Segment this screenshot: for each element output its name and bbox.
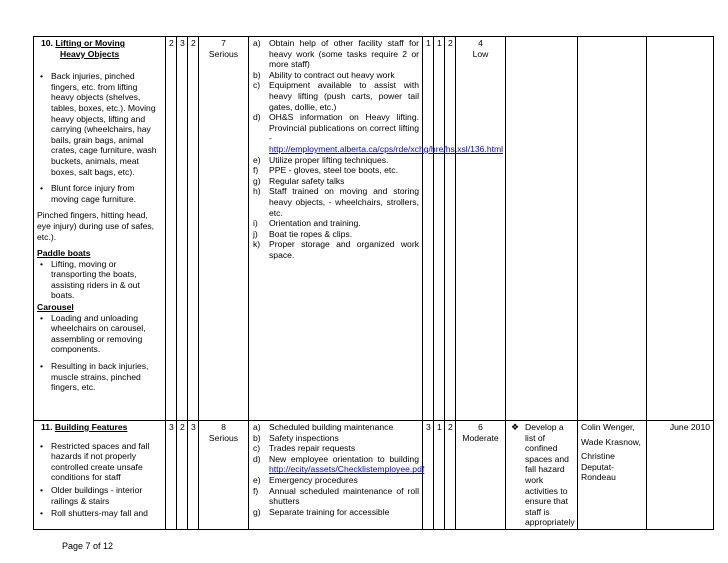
list-item: • Loading and unloading wheelchairs on carousel, assembling or removing components. — [51, 313, 162, 355]
severity-cell: 2 — [166, 37, 177, 421]
risk-score: 8 — [221, 422, 226, 432]
date-cell — [647, 37, 714, 421]
hazard-paragraph: Pinched fingers, hitting head, eye injury) during use of safes, etc.). — [37, 210, 155, 242]
list-item: e) Utilize proper lifting techniques. — [253, 154, 389, 165]
probability-cell: 3 — [188, 421, 199, 530]
responsible-person: Wade Krasnow, — [581, 436, 641, 447]
list-item: • Blunt force injury from moving cage furniture. — [51, 183, 162, 204]
ohs-lifting-link[interactable]: http://employment.alberta.ca/cps/rde/xchg/hre/hs.xsl/136.html — [269, 143, 504, 154]
date-cell: June 2010 — [647, 421, 714, 530]
list-item: g) Separate training for accessible — [253, 506, 390, 517]
page-number: Page 7 of 12 — [62, 541, 114, 551]
hazard-cell — [34, 421, 166, 530]
probability-cell: 2 — [188, 37, 199, 421]
risk-cell — [199, 37, 249, 421]
risk-cell — [199, 421, 249, 530]
frequency-cell: 2 — [177, 421, 188, 530]
list-item: f) PPE - gloves, steel toe boots, etc. — [253, 165, 398, 176]
hazard-list — [37, 71, 162, 204]
list-item: • Older buildings - interior railings & stairs — [51, 485, 162, 506]
diamond-bullet-icon: ❖ — [511, 422, 520, 432]
responsible-person: Colin Wenger, — [581, 422, 635, 432]
list-item: b) Ability to contract out heavy work — [253, 69, 395, 80]
residual-severity-cell: 3 — [423, 421, 434, 530]
list-item: k) Proper storage and organized work space. — [253, 239, 419, 260]
section-title: Carousel — [37, 302, 74, 313]
list-item: i) Orientation and training. — [253, 218, 361, 229]
list-item: • Back injuries, pinched fingers, etc. from lifting heavy objects (shelves, tables, boxes, etc.). Moving heavy objects, lifting and carrying (wheelchairs, hay bails, grain bags, animal crates, cage furniture, wash buckets, animals, meat boxes, salt bags, etc). — [51, 71, 162, 177]
action-cell — [506, 37, 578, 421]
residual-score: 4 — [478, 38, 483, 48]
list-item: d) OH&S information on Heavy lifting. Provincial publications on correct lifting - http://employment.alberta.ca/cps/rde/xchg/hre/hs.xsl/136.html — [253, 112, 504, 154]
list-item: h) Staff trained on moving and storing heavy objects, - wheelchairs, strollers, etc. — [253, 186, 419, 218]
responsible-cell — [578, 37, 647, 421]
residual-risk-cell — [456, 421, 506, 530]
residual-severity-cell: 1 — [423, 37, 434, 421]
employee-checklist-link[interactable]: http://ecity/assets/Checklistemployee.pdf — [269, 464, 425, 475]
list-item: c) Equipment available to assist with heavy lifting (push carts, power tail gates, dollie, etc.) — [253, 80, 419, 112]
responsible-person: Christine Deputat-Rondeau — [581, 451, 616, 483]
hazard-assessment-table — [33, 36, 714, 530]
list-item: • Restricted spaces and fall hazards if not properly controlled create unsafe conditions for staff — [51, 441, 162, 483]
residual-probability-cell: 2 — [445, 421, 456, 530]
list-item: g) Regular safety talks — [253, 175, 345, 186]
risk-score: 7 — [221, 38, 226, 48]
action-cell — [506, 421, 578, 530]
controls-list — [252, 422, 425, 517]
residual-frequency-cell: 1 — [434, 421, 445, 530]
list-item: a) Scheduled building maintenance — [253, 422, 394, 432]
hazard-list — [37, 313, 162, 393]
list-item: e) Emergency procedures — [253, 474, 358, 485]
list-item: d) New employee orientation to building http://ecity/assets/Checklistemployee.pdf — [253, 453, 425, 475]
residual-score: 6 — [478, 422, 483, 432]
risk-label: Serious — [208, 48, 239, 59]
list-item: • Resulting in back injuries, muscle strains, pinched fingers, etc. — [51, 361, 162, 393]
hazard-title: 10. Lifting or Moving Heavy Objects — [41, 38, 126, 59]
risk-label: Serious — [208, 432, 239, 443]
section-title: Paddle boats — [37, 248, 91, 259]
residual-label: Moderate — [462, 432, 499, 443]
table-row — [34, 37, 714, 421]
table-row — [34, 421, 714, 530]
severity-cell: 3 — [166, 421, 177, 530]
responsible-cell — [578, 421, 647, 530]
list-item: b) Safety inspections — [253, 432, 339, 443]
list-item: • Lifting, moving or transporting the boats, assisting riders in & out boats. — [51, 259, 162, 301]
residual-probability-cell: 2 — [445, 37, 456, 421]
residual-frequency-cell: 1 — [434, 37, 445, 421]
hazard-title: 11. Building Features — [41, 422, 128, 432]
controls-cell — [249, 421, 423, 530]
list-item: ❖ Develop a list of confined spaces and fall hazard work activities to ensure that staff is appropriately — [511, 422, 575, 528]
list-item: j) Boat tie ropes & clips. — [253, 228, 353, 239]
list-item: • Roll shutters-may fall and — [51, 508, 162, 519]
frequency-cell: 3 — [177, 37, 188, 421]
hazard-cell — [34, 37, 166, 421]
list-item: c) Trades repair requests — [253, 443, 356, 454]
action-list — [509, 422, 574, 528]
list-item: a) Obtain help of other facility staff for heavy work (some tasks require 2 or more staff) — [253, 38, 419, 70]
residual-risk-cell — [456, 37, 506, 421]
hazard-list — [37, 441, 162, 519]
residual-label: Low — [472, 48, 489, 59]
hazard-list — [37, 259, 162, 301]
list-item: f) Annual scheduled maintenance of roll shutters — [253, 485, 419, 507]
